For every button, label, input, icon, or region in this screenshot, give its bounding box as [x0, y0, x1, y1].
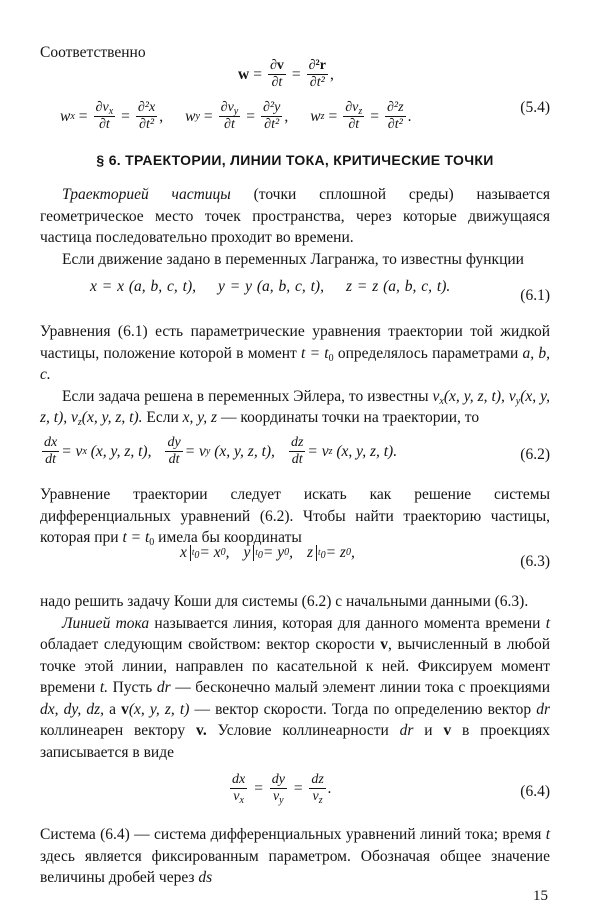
equation-number: (5.4)	[520, 99, 550, 116]
equation-number: (6.3)	[520, 553, 550, 570]
equation-5-4: w x = $\frac{\partial v_x}{\partial t}$ = $\frac{\text{∂²x}}{\text{∂t²}}$ , w y = $\frac{\partial v_y}{\partial t}$ = $\frac{\text{∂²y}}{\text{∂t²}}$ , w z = $\frac{\partial v_z}{\partial t}$ = $\frac{\text{∂²z}}{\text{∂t²}}$ . (5.4)	[40, 100, 550, 140]
paragraph-trajectory-definition: Траекторией частицы (точки сплошной среды) называется геометрическое место точек пространства, через которые движущаяся частица последовательно проходит во времени. Если движение задано в переменных Лагранжа, то известны функции	[40, 186, 550, 268]
paragraph-streamline: надо решить задачу Коши для системы (6.2) с начальными данными (6.3). Линией тока называется линия, которая для данного момента времени t обладает следующим свойством: вектор скорости v, вычисленный в любой точке этой линии, направлен по касательной к ней. Фиксируем момент времени t. Пусть dr — бесконечно малый элемент линии тока с проекциями dx, dy, dz, а v(x, y, z, t) — вектор скорости. Тогда по определению вектор dr коллинеарен вектору v. Условие коллинеарности dr и v в проекциях записывается в виде	[40, 593, 551, 761]
equation-number: (6.2)	[520, 446, 550, 463]
paragraph-streamline-system: Система (6.4) — система дифференциальных уравнений линий тока; время t здесь является фиксированным параметром. Обозначая общее значение величины дробей через ds	[40, 826, 550, 886]
equation-number: (6.4)	[520, 783, 550, 800]
equation-6-1: x = x (a, b, c, t), y = y (a, b, c, t), z = z (a, b, c, t). (6.1)	[40, 276, 550, 316]
equation-number: (6.1)	[520, 287, 550, 304]
equation-6-4: $\frac{dx}{v_x}$ = $\frac{dy}{v_y}$ = $\frac{dz}{v_z}$ . (6.4)	[40, 772, 550, 812]
intro-text: Соответственно	[40, 44, 146, 61]
section-heading: § 6. ТРАЕКТОРИИ, ЛИНИИ ТОКА, КРИТИЧЕСКИЕ ТОЧКИ	[96, 152, 494, 168]
page-number: 15	[533, 888, 548, 904]
equation-6-3: x $t_0$ = x 0 , y $t_0$ = y 0 , z $t_0$ = z 0 , (6.3)	[40, 542, 550, 582]
equation-w: w = $\frac{\partial v}{\partial t}$ = $\frac{\text{∂²r}}{\text{∂t²}}$ ,	[238, 58, 334, 90]
paragraph-lagrange-euler: Уравнения (6.1) есть параметрические уравнения траектории той жидкой частицы, положение которой в момент $t = t_0$ определялось параметрами a, b, c. Если задача решена в переменных Эйлера, то известны $v_x(x$, y, z, t), $v_y(x$, y, z, t), $v_z(x$, y, z, t). Если x, y, z — координаты точки на траектории, то	[40, 323, 551, 428]
paragraph-trajectory-equation: Уравнение траектории следует искать как решение системы дифференциальных уравнений (6.2). Чтобы найти траекторию частицы, которая при $t = t_0$ имела бы координаты	[40, 486, 550, 548]
equation-6-2: $\frac{dx}{dt}$ = v x (x, y, z, t), $\frac{dy}{dt}$ = v y (x, y, z, t), $\frac{dz}{dt}$ = v z (x, y, z, t). (6.2)	[40, 435, 550, 475]
